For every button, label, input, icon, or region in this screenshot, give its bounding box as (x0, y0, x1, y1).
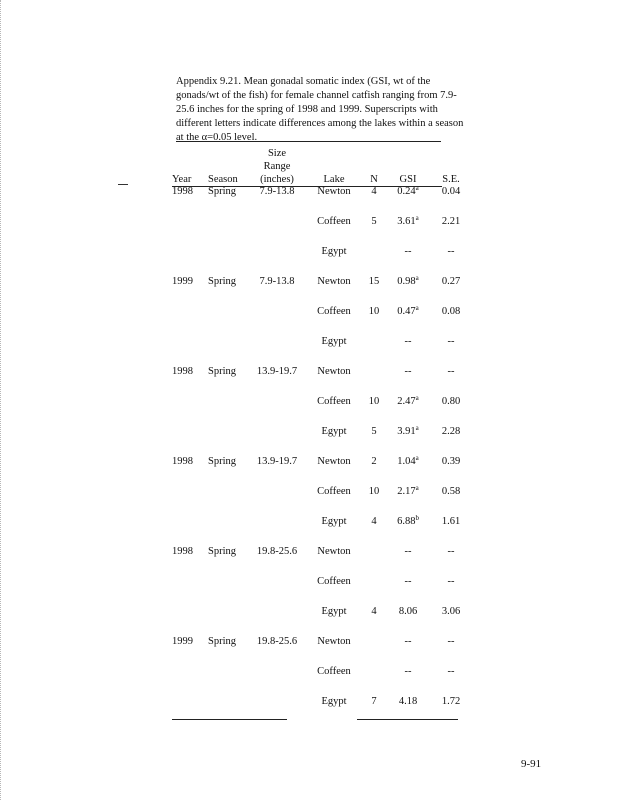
gsi-superscript: a (415, 484, 419, 492)
cell-gsi (386, 396, 430, 426)
cell-n: 4 (371, 186, 377, 197)
table-row (172, 186, 472, 216)
table-row (172, 396, 472, 426)
gsi-value: 1.04 (397, 456, 416, 467)
cell-n: 10 (368, 486, 380, 497)
cell-se: -- (447, 366, 455, 377)
gsi-value: -- (404, 636, 412, 647)
cell-year (172, 666, 208, 696)
cell-se: 1.72 (441, 696, 461, 707)
cell-size (248, 336, 306, 366)
cell-se: 0.58 (441, 486, 461, 497)
cell-year: 1998 (172, 456, 193, 467)
table-row (172, 516, 472, 546)
cell-lake: Coffeen (317, 216, 351, 227)
gsi-value: 0.98 (397, 276, 416, 287)
cell-n: 15 (368, 276, 380, 287)
cell-se: 2.21 (441, 216, 461, 227)
cell-lake: Newton (317, 546, 351, 557)
cell-lake: Newton (317, 366, 351, 377)
gsi-value: -- (404, 366, 412, 377)
table-row (172, 276, 472, 306)
cell-season (208, 396, 248, 426)
gsi-value: 3.61 (397, 216, 416, 227)
cell-n: 4 (371, 606, 377, 617)
cell-lake: Newton (317, 186, 351, 197)
gsi-value: -- (404, 336, 412, 347)
header-size-range (248, 142, 306, 186)
cell-year: 1999 (172, 276, 193, 287)
table-row (172, 426, 472, 456)
cell-n (362, 576, 386, 606)
cell-lake: Egypt (321, 336, 347, 347)
cell-n: 2 (371, 456, 377, 467)
gsi-superscript: a (415, 454, 419, 462)
cell-gsi (386, 456, 430, 486)
cell-lake: Coffeen (317, 486, 351, 497)
cell-lake: Coffeen (317, 666, 351, 677)
cell-gsi (386, 516, 430, 546)
cell-gsi (386, 246, 430, 276)
gsi-value: 2.47 (397, 396, 416, 407)
cell-size (248, 666, 306, 696)
cell-year: 1998 (172, 546, 193, 557)
cell-year (172, 696, 208, 726)
cell-gsi (386, 486, 430, 516)
cell-se: 0.39 (441, 456, 461, 467)
cell-lake: Coffeen (317, 576, 351, 587)
table-row (172, 696, 472, 726)
cell-lake: Egypt (321, 606, 347, 617)
cell-n: 4 (371, 516, 377, 527)
cell-lake: Newton (317, 456, 351, 467)
cell-size (248, 516, 306, 546)
scan-edge (0, 0, 15, 800)
gsi-value: 6.88 (397, 516, 416, 527)
gsi-superscript: a (415, 274, 419, 282)
table-row (172, 336, 472, 366)
cell-gsi (386, 276, 430, 306)
header-size-line2: Range (263, 161, 291, 172)
cell-year (172, 606, 208, 636)
header-lake: Lake (323, 174, 345, 185)
cell-n: 10 (368, 396, 380, 407)
cell-gsi (386, 216, 430, 246)
table-row (172, 546, 472, 576)
cell-year (172, 396, 208, 426)
cell-se: 0.80 (441, 396, 461, 407)
cell-season (208, 306, 248, 336)
bottom-rule-left (172, 719, 287, 720)
cell-size: 7.9-13.8 (259, 276, 295, 287)
cell-gsi (386, 606, 430, 636)
gsi-value: -- (404, 546, 412, 557)
cell-lake: Newton (317, 276, 351, 287)
gsi-value: 2.17 (397, 486, 416, 497)
cell-se: -- (447, 546, 455, 557)
cell-size: 7.9-13.8 (259, 186, 295, 197)
cell-season (208, 666, 248, 696)
gsi-value: 4.18 (398, 696, 418, 707)
cell-n (362, 336, 386, 366)
cell-year (172, 246, 208, 276)
cell-se: 0.04 (441, 186, 461, 197)
cell-lake: Egypt (321, 426, 347, 437)
gsi-superscript: a (415, 424, 419, 432)
header-rule (172, 186, 442, 187)
cell-lake: Egypt (321, 516, 347, 527)
cell-n (362, 366, 386, 396)
cell-gsi (386, 576, 430, 606)
cell-season (208, 576, 248, 606)
cell-n (362, 546, 386, 576)
cell-gsi (386, 306, 430, 336)
gsi-value: -- (404, 666, 412, 677)
cell-season (208, 246, 248, 276)
cell-season (208, 696, 248, 726)
page-number: 9-91 (521, 758, 542, 770)
cell-year (172, 576, 208, 606)
cell-season (208, 516, 248, 546)
table-row (172, 636, 472, 666)
gsi-value: 0.47 (397, 306, 416, 317)
cell-size (248, 696, 306, 726)
cell-se: 1.61 (441, 516, 461, 527)
table-row (172, 486, 472, 516)
cell-size (248, 306, 306, 336)
cell-year: 1998 (172, 366, 193, 377)
gsi-table (172, 142, 472, 726)
table-row (172, 306, 472, 336)
header-row (172, 142, 472, 186)
cell-year (172, 426, 208, 456)
cell-n: 5 (371, 216, 377, 227)
cell-lake: Egypt (321, 246, 347, 257)
cell-season (208, 336, 248, 366)
table-row (172, 666, 472, 696)
cell-lake: Newton (317, 636, 351, 647)
cell-size (248, 396, 306, 426)
cell-se: -- (447, 636, 455, 647)
cell-size: 13.9-19.7 (256, 456, 298, 467)
cell-year (172, 486, 208, 516)
gsi-superscript: a (415, 184, 419, 192)
table-row (172, 576, 472, 606)
cell-n: 5 (371, 426, 377, 437)
cell-size (248, 246, 306, 276)
cell-season: Spring (208, 546, 237, 557)
header-year: Year (172, 174, 192, 185)
cell-season (208, 486, 248, 516)
cell-size (248, 426, 306, 456)
table-body (172, 186, 472, 726)
table-row (172, 246, 472, 276)
cell-size (248, 486, 306, 516)
cell-season: Spring (208, 276, 237, 287)
cell-gsi (386, 696, 430, 726)
header-se: S.E. (442, 174, 460, 185)
cell-year (172, 216, 208, 246)
cell-size: 19.8-25.6 (256, 546, 298, 557)
header-size-line1: Size (267, 148, 287, 159)
gsi-superscript: a (415, 394, 419, 402)
cell-gsi (386, 666, 430, 696)
cell-gsi (386, 546, 430, 576)
cell-lake: Coffeen (317, 306, 351, 317)
cell-size (248, 576, 306, 606)
cell-n (362, 636, 386, 666)
cell-gsi (386, 336, 430, 366)
cell-season: Spring (208, 366, 237, 377)
header-size-line3: (inches) (260, 174, 294, 185)
cell-se: 0.27 (441, 276, 461, 287)
gsi-value: -- (404, 576, 412, 587)
cell-season (208, 426, 248, 456)
gsi-value: 8.06 (398, 606, 418, 617)
cell-se: 2.28 (441, 426, 461, 437)
cell-gsi (386, 186, 430, 216)
cell-year (172, 336, 208, 366)
cell-se: -- (447, 336, 455, 347)
table-caption: Appendix 9.21. Mean gonadal somatic index (GSI, wt of the gonads/wt of the fish) for female channel catfish ranging from 7.9-25.6 inches for the spring of 1998 and 1999. Superscripts with different letters indicate differences among the lakes within a season at the α=0.05 level. (176, 76, 464, 143)
cell-lake: Coffeen (317, 396, 351, 407)
cell-size: 19.8-25.6 (256, 636, 298, 647)
gsi-superscript: a (415, 304, 419, 312)
cell-size (248, 606, 306, 636)
cell-n: 10 (368, 306, 380, 317)
cell-year: 1999 (172, 636, 193, 647)
cell-se: 3.06 (441, 606, 461, 617)
cell-year (172, 516, 208, 546)
table-row (172, 216, 472, 246)
table-row (172, 606, 472, 636)
cell-gsi (386, 426, 430, 456)
cell-gsi (386, 636, 430, 666)
cell-size (248, 216, 306, 246)
cell-se: 0.08 (441, 306, 461, 317)
cell-lake: Egypt (321, 696, 347, 707)
cell-season: Spring (208, 636, 237, 647)
cell-year: 1998 (172, 186, 193, 197)
cell-n (362, 666, 386, 696)
cell-n (362, 246, 386, 276)
scan-mark (118, 184, 128, 185)
cell-se: -- (447, 246, 455, 257)
cell-se: -- (447, 576, 455, 587)
cell-season: Spring (208, 186, 237, 197)
gsi-superscript: a (415, 214, 419, 222)
gsi-superscript: b (415, 514, 419, 522)
cell-gsi (386, 366, 430, 396)
cell-year (172, 306, 208, 336)
cell-size: 13.9-19.7 (256, 366, 298, 377)
gsi-value: 3.91 (397, 426, 416, 437)
header-season: Season (208, 174, 238, 185)
table-row (172, 456, 472, 486)
gsi-value: -- (404, 246, 412, 257)
cell-n: 7 (371, 696, 377, 707)
cell-season (208, 216, 248, 246)
header-n: N (370, 174, 378, 185)
table-row (172, 366, 472, 396)
cell-se: -- (447, 666, 455, 677)
cell-season (208, 606, 248, 636)
cell-season: Spring (208, 456, 237, 467)
gsi-value: 0.24 (397, 186, 416, 197)
bottom-rule-right (357, 719, 458, 720)
header-gsi: GSI (399, 174, 417, 185)
